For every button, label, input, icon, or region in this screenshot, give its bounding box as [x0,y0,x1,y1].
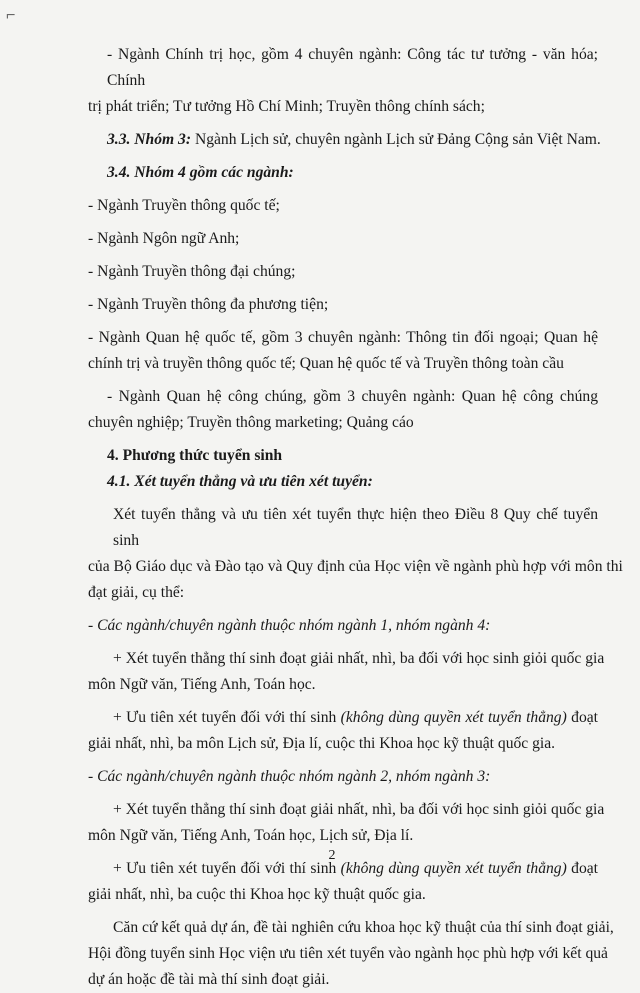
list-item-continuation: chuyên nghiệp; Truyền thông marketing; Quảng cáo [88,414,414,431]
paragraph-line: Hội đồng tuyển sinh Học viện ưu tiên xét tuyển vào ngành học phù hợp với kết quả [88,945,608,962]
page-number: 2 [328,848,336,863]
heading-xet-tuyen: 4.1. Xét tuyển thẳng và ưu tiên xét tuyển: [107,473,373,490]
paragraph-line: Căn cứ kết quả dự án, đề tài nghiên cứu khoa học kỹ thuật của thí sinh đoạt giải, [113,919,614,936]
text-line: - Ngành Chính trị học, gồm 4 chuyên ngành: Công tác tư tưởng - văn hóa; Chính [107,46,598,89]
heading-nhom-3-label: 3.3. Nhóm 3: [107,131,192,148]
scan-corner-mark: ⌐ [6,7,16,24]
paragraph-line: + Xét tuyển thẳng thí sinh đoạt giải nhất, nhì, ba đối với học sinh giỏi quốc gia [113,650,605,667]
paragraph-line: giải nhất, nhì, ba môn Lịch sử, Địa lí, cuộc thi Khoa học kỹ thuật quốc gia. [88,735,556,752]
list-item: - Ngành Quan hệ công chúng, gồm 3 chuyên ngành: Quan hệ công chúng [107,388,598,405]
list-item: - Ngành Truyền thông quốc tế; [88,197,280,214]
paragraph-line: + Xét tuyển thẳng thí sinh đoạt giải nhất, nhì, ba đối với học sinh giỏi quốc gia [113,801,605,818]
text-line: trị phát triển; Tư tưởng Hồ Chí Minh; Truyền thông chính sách; [88,98,485,115]
list-item: - Ngành Truyền thông đa phương tiện; [88,296,329,313]
subheading-nhom-1-4: - Các ngành/chuyên ngành thuộc nhóm ngành 1, nhóm ngành 4: [88,617,491,634]
paragraph-line: dự án hoặc đề tài mà thí sinh đoạt giải. [88,971,330,988]
italic-run: (không dùng quyền xét tuyển thẳng) [340,860,567,877]
heading-phuong-thuc: 4. Phương thức tuyển sinh [107,447,283,464]
list-item: - Ngành Ngôn ngữ Anh; [88,230,240,247]
paragraph-line [88,705,598,731]
para-chinh-tri-line1 [88,42,598,94]
text-run: đoạt [566,860,598,877]
paragraph-line: môn Ngữ văn, Tiếng Anh, Toán học, Lịch sử, Địa lí. [88,827,414,844]
heading-nhom-3 [88,127,601,153]
text-run: + Ưu tiên xét tuyển đối với thí sinh [113,860,341,877]
paragraph-line: môn Ngữ văn, Tiếng Anh, Toán học. [88,676,316,693]
text-line: Ngành Lịch sử, chuyên ngành Lịch sử Đảng Cộng sản Việt Nam. [191,131,601,148]
para-chinh-tri-line2 [88,94,598,120]
subheading-nhom-2-3: - Các ngành/chuyên ngành thuộc nhóm ngành 2, nhóm ngành 3: [88,768,491,785]
list-item-continuation: chính trị và truyền thông quốc tế; Quan hệ quốc tế và Truyền thông toàn cầu [88,355,564,372]
paragraph-line: của Bộ Giáo dục và Đào tạo và Quy định của Học viện về ngành phù hợp với môn thi [88,558,623,575]
list-item: - Ngành Truyền thông đại chúng; [88,263,296,280]
paragraph-line: giải nhất, nhì, ba cuộc thi Khoa học kỹ thuật quốc gia. [88,886,426,903]
paragraph-line: Xét tuyển thẳng và ưu tiên xét tuyển thực hiện theo Điều 8 Quy chế tuyển sinh [113,506,598,549]
paragraph-line: đạt giải, cụ thể: [88,584,185,601]
heading-nhom-4: 3.4. Nhóm 4 gồm các ngành: [107,164,294,181]
text-run: + Ưu tiên xét tuyển đối với thí sinh [113,709,341,726]
italic-run: (không dùng quyền xét tuyển thẳng) [340,709,567,726]
list-item: - Ngành Quan hệ quốc tế, gồm 3 chuyên ngành: Thông tin đối ngoại; Quan hệ [88,329,598,346]
text-run: đoạt [566,709,598,726]
